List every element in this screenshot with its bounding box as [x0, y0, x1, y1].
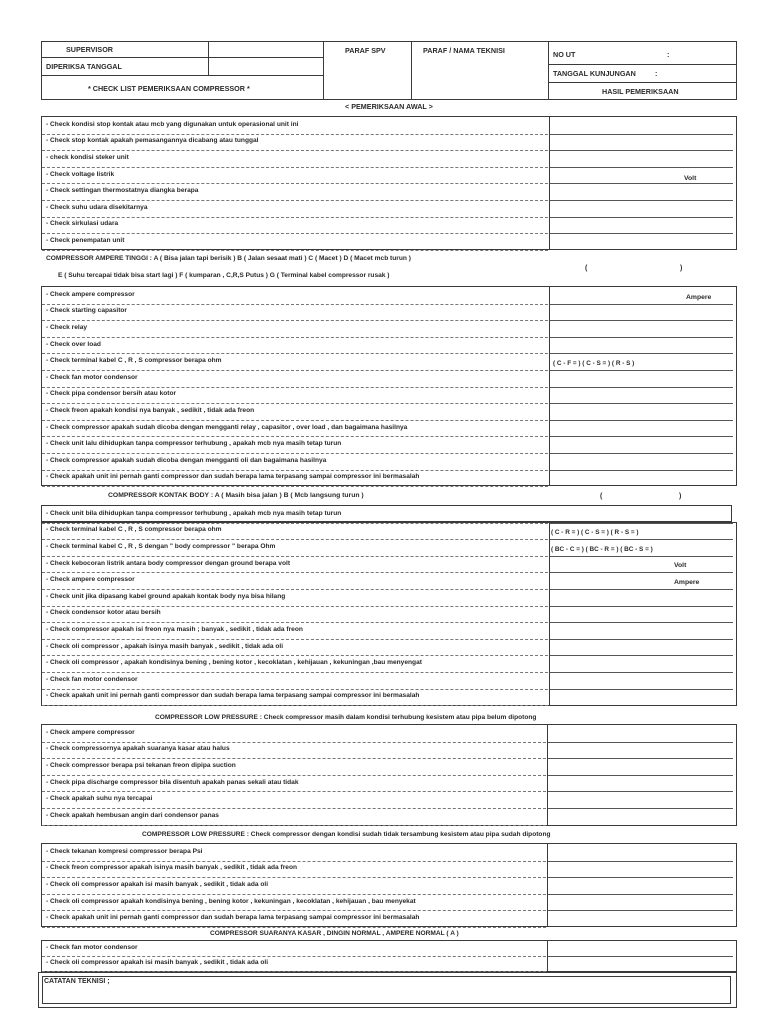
checklist-row-label: - Check compressor apakah isi freon nya masih ; banyak , sedikit , tidak ada freon — [46, 625, 303, 633]
checklist-row — [42, 877, 546, 895]
checklist-row — [42, 453, 548, 471]
checklist-row-label: - Check freon apakah kondisi nya banyak , sedikit , tidak ada freon — [46, 406, 255, 414]
result-field[interactable] — [548, 877, 733, 895]
checklist-row — [42, 134, 548, 152]
checklist-row-label: - Check terminal kabel C , R , S compressor berapa ohm — [46, 526, 222, 534]
checklist-row — [42, 233, 548, 251]
checklist-row-label: - Check ampere compressor — [46, 728, 135, 736]
result-field[interactable] — [550, 589, 733, 607]
tanggal-label: TANGGAL KUNJUNGAN — [553, 69, 636, 78]
checklist-row — [42, 589, 548, 607]
divider — [548, 41, 549, 100]
kontak-ohm-2: ( BC - C = ) ( BC - R = ) ( BC - S = ) — [551, 546, 653, 553]
result-field[interactable] — [550, 337, 733, 355]
result-field[interactable] — [550, 183, 733, 201]
result-field[interactable] — [548, 861, 733, 879]
checklist-row-label: - Check over load — [46, 340, 101, 348]
result-field[interactable] — [548, 758, 733, 776]
checklist-row — [42, 287, 548, 305]
checklist-row-label: - Check kondisi stop kontak atau mcb yang digunakan untuk operasional unit ini — [46, 120, 299, 128]
checklist-row — [42, 420, 548, 438]
catatan-box[interactable] — [38, 972, 737, 1008]
ampere-title-2: E ( Suhu tercapai tidak bisa start lagi ) F ( kumparan , C,R,S Putus ) G ( Terminal kabel compressor rusak ) — [58, 272, 390, 279]
checklist-row-label: - check kondisi steker unit — [46, 153, 129, 161]
result-field[interactable] — [550, 639, 733, 657]
checklist-row-label: - Check ampere compressor — [46, 576, 135, 584]
result-field[interactable] — [550, 134, 733, 152]
result-field[interactable] — [550, 304, 733, 322]
divider — [41, 75, 323, 76]
result-field[interactable] — [548, 791, 733, 809]
checklist-row-label: - Check tekanan kompresi compressor berapa Psi — [46, 847, 203, 855]
kontak-ohm-1: ( C - R = ) ( C - S = ) ( R - S = ) — [551, 529, 639, 536]
checklist-row-label: - Check pipa discharge compressor bila disentuh apakah panas sekali atau tidak — [46, 778, 299, 786]
divider — [323, 41, 324, 100]
divider — [411, 41, 412, 100]
checklist-row-label: - Check compressor berapa psi tekanan freon dipipa suction — [46, 761, 236, 769]
hasil-label: HASIL PEMERIKSAAN — [602, 87, 679, 96]
volt-unit: Volt — [684, 175, 697, 182]
divider — [208, 41, 209, 75]
form-title: * CHECK LIST PEMERIKSAAN COMPRESSOR * — [88, 84, 250, 93]
diperiksa-label: DIPERIKSA TANGGAL — [46, 62, 122, 71]
checklist-row-label: - Check apakah unit ini pernah ganti compressor dan sudah berapa lama terpasang sampai compressor ini bermasalah — [46, 473, 420, 481]
checklist-row — [42, 387, 548, 405]
checklist-row-label: - Check pipa condensor bersih atau kotor — [46, 390, 177, 398]
checklist-row-label: - Check suhu udara disekitarnya — [46, 203, 148, 211]
result-field[interactable] — [550, 470, 733, 487]
result-field[interactable] — [550, 233, 733, 250]
no-ut-label: NO UT — [553, 50, 576, 59]
result-field[interactable] — [550, 622, 733, 640]
kontak-result-close: ) — [679, 493, 682, 500]
result-field[interactable] — [550, 689, 733, 706]
checklist-row-label: - Check unit jika dipasang kabel ground apakah kontak body nya bisa hilang — [46, 592, 286, 600]
catatan-label: CATATAN TEKNISI ; — [44, 978, 110, 985]
checklist-row — [42, 941, 546, 957]
divider — [548, 82, 737, 83]
checklist-row-label: - Check voltage listrik — [46, 170, 115, 178]
ampere-result-open: ( — [585, 265, 588, 272]
checklist-row-label: - Check settingan thermostatnya diangka berapa — [46, 187, 199, 195]
result-field[interactable] — [550, 117, 733, 135]
checklist-row — [42, 791, 546, 809]
checklist-row — [42, 370, 548, 388]
kasar-title: COMPRESSOR SUARANYA KASAR , DINGIN NORMAL , AMPERE NORMAL ( A ) — [210, 930, 459, 937]
checklist-row — [42, 894, 546, 912]
checklist-row-label: - Check kebocoran listrik antara body compressor dengan ground berapa volt — [46, 559, 291, 567]
checklist-row — [42, 167, 548, 185]
result-field[interactable] — [548, 725, 733, 743]
checklist-row-label: - Check apakah hembusan angin dari condensor panas — [46, 811, 219, 819]
checklist-row — [42, 861, 546, 879]
result-field[interactable] — [548, 742, 733, 760]
result-field[interactable] — [550, 420, 733, 438]
checklist-row-label: - Check relay — [46, 323, 88, 331]
checklist-row-label: - Check condensor kotor atau bersih — [46, 609, 161, 617]
result-field[interactable] — [548, 910, 733, 927]
checklist-row-label: - Check stop kontak apakah pemasangannya dicabang atau tunggal — [46, 137, 259, 145]
result-field[interactable] — [548, 941, 733, 957]
checklist-row — [42, 304, 548, 322]
result-field[interactable] — [550, 150, 733, 168]
result-field[interactable] — [550, 403, 733, 421]
checklist-row-label: - Check oli compressor apakah kondisinya bening , bening kotor , kekuningan , kecoklatan , kehijauan , bau menyekat — [46, 897, 416, 905]
checklist-row-label: - Check apakah suhu nya tercapai — [46, 795, 153, 803]
awal-title: < PEMERIKSAAN AWAL > — [345, 102, 433, 111]
result-field[interactable] — [550, 320, 733, 338]
result-field[interactable] — [550, 436, 733, 454]
checklist-row — [42, 117, 548, 135]
checklist-row — [42, 403, 548, 421]
checklist-row — [42, 758, 546, 776]
checklist-row — [42, 183, 548, 201]
paraf-spv-label: PARAF SPV — [345, 46, 386, 55]
checklist-row-label: - Check terminal kabel C , R , S dengan " body compressor " berapa Ohm — [46, 542, 276, 550]
ohm-values: ( C - F = ) ( C - S = ) ( R - S ) — [553, 360, 635, 367]
low2-title: COMPRESSOR LOW PRESSURE : Check compressor dengan kondisi sudah tidak tersambung kesistem atau pipa sudah dipotong — [142, 831, 551, 838]
checklist-row-label: - Check starting capasitor — [46, 307, 127, 315]
kontak-volt-unit: Volt — [674, 562, 687, 569]
result-field[interactable] — [550, 217, 733, 235]
checklist-row-label: - Check ampere compressor — [46, 290, 135, 298]
checklist-row — [42, 808, 546, 826]
checklist-row-label: - Check oli compressor , apakah isinya masih banyak , sedikit , tidak ada oli — [46, 642, 284, 650]
checklist-row — [42, 320, 548, 338]
checklist-row-label: - Check terminal kabel C , R , S compressor berapa ohm — [46, 357, 222, 365]
checklist-row — [42, 622, 548, 640]
checklist-row-label: - Check unit lalu dihidupkan tanpa compressor terhubung , apakah mcb nya masih tetap turun — [46, 440, 342, 448]
result-field[interactable] — [550, 387, 733, 405]
checklist-row — [42, 910, 546, 928]
checklist-row — [42, 353, 548, 371]
kontak-title: COMPRESSOR KONTAK BODY : A ( Masih bisa jalan ) B ( Mcb langsung turun ) — [108, 492, 364, 499]
result-field[interactable] — [548, 956, 733, 971]
checklist-row — [42, 436, 548, 454]
low1-title: COMPRESSOR LOW PRESSURE : Check compressor masih dalam kondisi terhubung kesistem atau pipa belum dipotong — [155, 714, 537, 721]
checklist-row — [42, 470, 548, 488]
result-field[interactable] — [550, 506, 733, 524]
result-field[interactable] — [548, 808, 733, 825]
checklist-row — [42, 725, 546, 743]
ampere-title-1: COMPRESSOR AMPERE TINGGI : A ( Bisa jalan tapi berisik ) B ( Jalan sesaat mati ) C ( Macet ) D ( Macet mcb turun ) — [46, 255, 411, 262]
result-field[interactable] — [550, 655, 733, 673]
result-field[interactable] — [550, 672, 733, 690]
checklist-row — [42, 337, 548, 355]
checklist-row-label: - Check sirkulasi udara — [46, 220, 119, 228]
checklist-row-label: - Check apakah unit ini pernah ganti compressor dan sudah berapa lama terpasang sampai compressor ini bermasalah — [46, 692, 420, 700]
result-field[interactable] — [548, 894, 733, 912]
checklist-row — [42, 956, 546, 972]
no-ut-colon: : — [667, 50, 670, 59]
checklist-row-label: - Check fan motor condensor — [46, 675, 138, 683]
paraf-teknisi-label: PARAF / NAMA TEKNISI — [423, 46, 505, 55]
checklist-row-label: - Check compressornya apakah suaranya kasar atau halus — [46, 745, 230, 753]
tanggal-colon: : — [655, 69, 658, 78]
checklist-row — [42, 523, 548, 541]
checklist-row — [42, 742, 546, 760]
checklist-row-label: - Check fan motor condensor — [46, 944, 138, 951]
result-field[interactable] — [548, 775, 733, 793]
checklist-row — [42, 572, 548, 590]
kontak-result-open: ( — [600, 493, 603, 500]
result-field[interactable] — [550, 453, 733, 471]
result-field[interactable] — [550, 606, 733, 624]
checklist-row-label: - Check compressor apakah sudah dicoba dengan mengganti oli dan bagaimana hasilnya — [46, 456, 327, 464]
checklist-row — [42, 150, 548, 168]
checklist-row — [42, 217, 548, 235]
ampere-unit: Ampere — [686, 294, 712, 301]
checklist-row-label: - Check fan motor condensor — [46, 373, 138, 381]
result-field[interactable] — [548, 844, 733, 862]
checklist-row-label: - Check oli compressor apakah isi masih banyak , sedikit , tidak ada oli — [46, 880, 269, 888]
result-field[interactable] — [550, 370, 733, 388]
checklist-row — [42, 844, 546, 862]
result-field[interactable] — [550, 167, 733, 185]
checklist-row — [42, 775, 546, 793]
checklist-row — [42, 556, 548, 574]
checklist-row — [42, 639, 548, 657]
ampere-result-close: ) — [680, 265, 683, 272]
checklist-row-label: - Check penempatan unit — [46, 236, 125, 244]
checklist-row — [42, 200, 548, 218]
checklist-row-label: - Check freon compressor apakah isinya masih banyak , sedikit , tidak ada freon — [46, 864, 298, 872]
checklist-row — [42, 606, 548, 624]
checklist-row — [42, 506, 548, 524]
checklist-row-label: - Check apakah unit ini pernah ganti compressor dan sudah berapa lama terpasang sampai compressor ini bermasalah — [46, 914, 420, 922]
result-field[interactable] — [550, 572, 733, 590]
checklist-row-label: - Check unit bila dihidupkan tanpa compressor terhubung , apakah mcb nya masih tetap turun — [46, 509, 342, 517]
supervisor-label: SUPERVISOR — [66, 45, 113, 54]
checklist-row-label: - Check oli compressor apakah isi masih banyak , sedikit , tidak ada oli — [46, 959, 269, 966]
kontak-ampere-unit: Ampere — [674, 579, 700, 586]
result-field[interactable] — [550, 200, 733, 218]
checklist-row — [42, 689, 548, 707]
checklist-row — [42, 672, 548, 690]
divider — [41, 57, 323, 58]
checklist-row — [42, 655, 548, 673]
divider — [548, 64, 737, 65]
result-field[interactable] — [550, 556, 733, 574]
checklist-row — [42, 539, 548, 557]
checklist-row-label: - Check oli compressor , apakah kondisinya bening , bening kotor , kecoklatan , kehijauan , kekuningan ,bau menyengat — [46, 659, 422, 667]
checklist-row-label: - Check compressor apakah sudah dicoba dengan mengganti relay , capasitor , over load , dan bagaimana hasilnya — [46, 423, 408, 431]
